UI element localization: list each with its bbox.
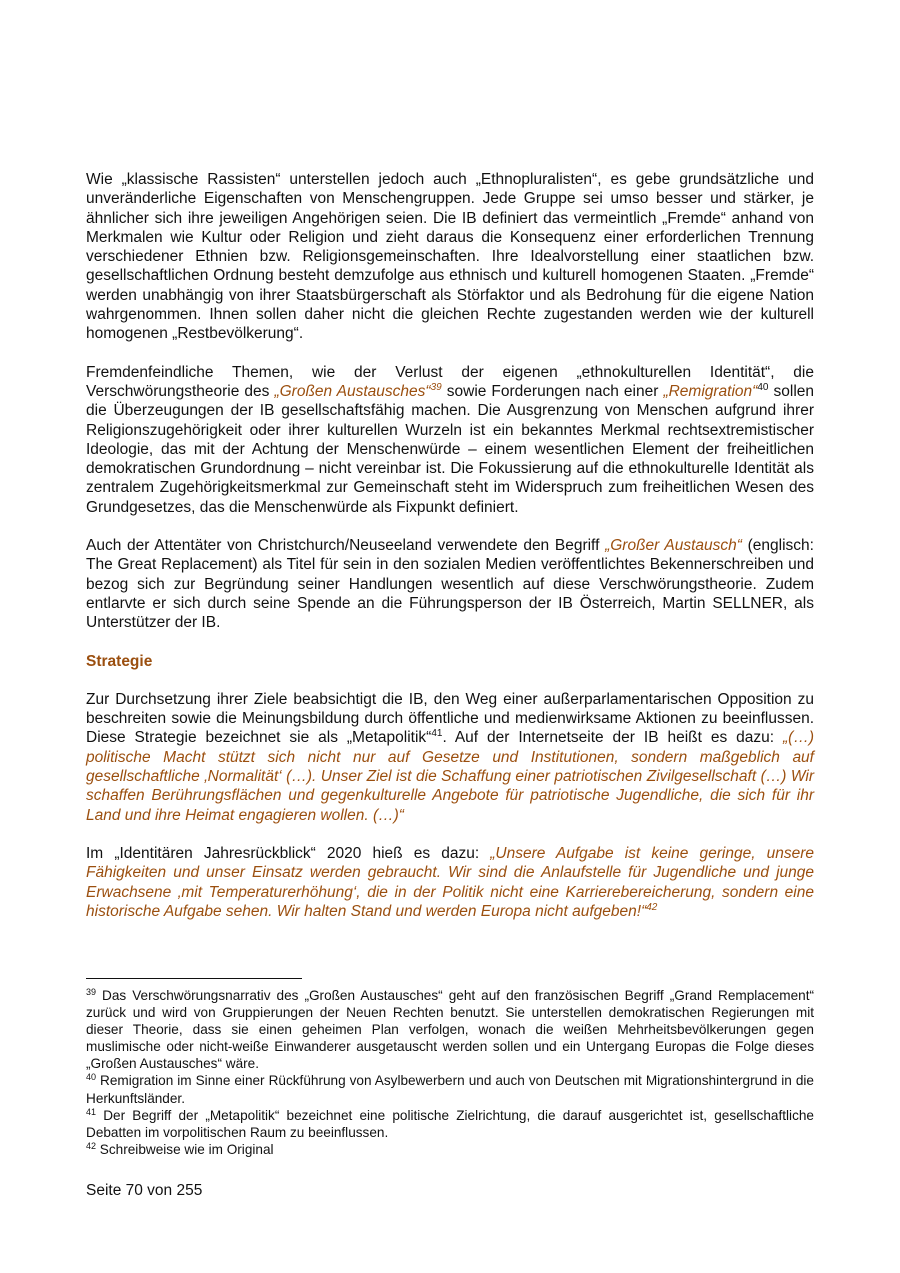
footnote-number: 40	[86, 1072, 97, 1083]
quote-remigration: „Remigration“	[663, 382, 758, 400]
footnote-text: Das Verschwörungsnarrativ des „Großen Austausches“ geht auf den französischen Begriff „Grand Remplacement“ zurück und wird von Gruppierungen der Neuen Rechten benutzt. Sie unterstellen demokratischen Regierungen mit dieser Theorie, dass sie einen geheimen Plan verfolgen, wonach die weißen Mehrheitsbevölkerungen gegen muslimische oder nicht-weiße Einwanderer ausgetauscht werden sollen und ein Untergang Europas die Folge dieses „Großen Austausches“ wäre.	[86, 988, 814, 1072]
footnotes	[86, 987, 814, 1158]
paragraph-ethnopluralism	[86, 170, 814, 344]
paragraph-metapolitik	[86, 690, 814, 825]
footnote-ref-42[interactable]: 42	[646, 901, 658, 913]
paragraph-christchurch	[86, 536, 814, 632]
quote-ib-website: „(…) politische Macht stützt sich nicht nur auf Gesetze und Institutionen, sondern maßgeblich auf gesellschaftliche ‚Normalität‘ (…). Unser Ziel ist die Schaffung einer patriotischen Zivilgesellschaft (…) Wir schaffen Berührungsflächen und gegenkulturelle Angebote für patriotische Jugendliche, die sich für ihr Land und ihre Heimat engagieren wollen. (…)“	[86, 729, 814, 824]
footnote-39	[86, 987, 814, 1072]
footnote-42	[86, 1141, 814, 1158]
footnote-ref-40[interactable]: 40	[757, 381, 769, 393]
page-number: Seite 70 von 255	[86, 1182, 203, 1199]
footnote-text: Schreibweise wie im Original	[96, 1141, 274, 1157]
paragraph-xenophobic-themes	[86, 363, 814, 517]
main-content	[86, 170, 814, 921]
footnote-number: 39	[86, 987, 97, 997]
footnote-number: 42	[86, 1140, 97, 1151]
paragraph-text: . Auf der Internetseite der IB heißt es dazu:	[442, 729, 783, 747]
paragraph-text: Wie „klassische Rassisten“ unterstellen jedoch auch „Ethnopluralisten“, es gebe grundsätzliche und unveränderliche Eigenschaften von Menschengruppen. Jede Gruppe sei umso besser und stärker, je ähnlicher sich ihre jeweiligen Angehörigen seien. Die IB definiert das vermeintlich „Fremde“ anhand von Merkmalen wie Kultur oder Religion und zieht daraus die Konsequenz einer erforderlichen Trennung verschiedener Ethnien bzw. Religionsgemeinschaften. Ihre Idealvorstellung einer staatlichen bzw. gesellschaftlichen Ordnung besteht demzufolge aus ethnisch und kulturell homogenen Staaten. „Fremde“ werden unabhängig von ihrer Staatsbürgerschaft als Störfaktor und als Bedrohung für die eigene Nation wahrgenommen. Ihnen sollen daher nicht die gleichen Rechte zugestanden werden wie der kulturell homogenen „Restbevölkerung“.	[86, 171, 814, 343]
section-heading-strategie: Strategie	[86, 652, 153, 670]
footnote-text: Der Begriff der „Metapolitik“ bezeichnet eine politische Zielrichtung, die darauf ausgerichtet ist, gesellschaftliche Debatten im vorpolitischen Raum zu beeinflussen.	[86, 1107, 814, 1140]
quote-grosser-austausch	[274, 383, 441, 400]
quote-text: „Großen Austausches“	[274, 382, 431, 400]
footnote-ref-39[interactable]: 39	[430, 381, 442, 393]
quote-grosser-austausch-2: „Großer Austausch“	[605, 537, 742, 555]
paragraph-text: Zur Durchsetzung ihrer Ziele beabsichtigt die IB, den Weg einer außerparlamentarischen Opposition zu beschreiten sowie die Meinungsbildung durch öffentliche und medienwirksame Aktionen zu beeinflussen. Diese Strategie bezeichnet sie als „Metapolitik“	[86, 690, 814, 747]
footnote-ref-41[interactable]: 41	[431, 728, 443, 740]
paragraph-text: sollen die Überzeugungen der IB gesellschaftsfähig machen. Die Ausgrenzung von Menschen aufgrund ihrer Religionszugehörigkeit oder ihrer kulturellen Wurzeln ist ein bekanntes Merkmal rechtsextremistischer Ideologie, das mit der Achtung der Menschenwürde – einem wesentlichen Element der freiheitlichen demokratischen Grundordnung – nicht vereinbar ist. Die Fokussierung auf die ethnokulturelle Identität als zentralem Zugehörigkeitsmerkmal zur Gemeinschaft steht im Widerspruch zum freiheitlichen Wesen des Grundgesetzes, das die Menschenwürde als Fixpunkt definiert.	[86, 382, 815, 516]
quote-text: „Unsere Aufgabe ist keine geringe, unsere Fähigkeiten und unser Einsatz werden gebraucht. Wir sind die Anlaufstelle für Jugendliche und junge Erwachsene ‚mit Temperaturerhöhung‘, die in der Politik nicht eine Karrierebereicherung, sondern eine historische Aufgabe sehen. Wir halten Stand und werden Europa nicht aufgeben!“	[86, 844, 814, 920]
paragraph-jahresrueckblick	[86, 844, 814, 921]
footnote-number: 41	[86, 1106, 97, 1117]
footnote-divider	[86, 978, 302, 979]
paragraph-text: (englisch: The Great Replacement) als Titel für sein in den sozialen Medien veröffentlichtes Bekennerschreiben und bezog sich zur Begründung seiner Handlungen wesentlich auf diese Verschwörungstheorie. Zudem entlarvte er sich durch seine Spende an die Führungsperson der IB Österreich, Martin SELLNER, als Unterstützer der IB.	[86, 537, 814, 632]
footnote-40	[86, 1072, 814, 1106]
paragraph-text: Auch der Attentäter von Christchurch/Neuseeland verwendete den Begriff	[86, 537, 606, 555]
paragraph-text: Im „Identitären Jahresrückblick“ 2020 hieß es dazu:	[86, 844, 491, 862]
paragraph-text: sowie Forderungen nach einer	[441, 382, 664, 400]
footnote-41	[86, 1107, 814, 1141]
footnote-text: Remigration im Sinne einer Rückführung von Asylbewerbern und auch von Deutschen mit Migrationshintergrund in die Herkunftsländer.	[86, 1073, 814, 1106]
paragraph-text: Fremdenfeindliche Themen, wie der Verlust der eigenen „ethnokulturellen Identität“, die Verschwörungstheorie des	[86, 363, 814, 400]
